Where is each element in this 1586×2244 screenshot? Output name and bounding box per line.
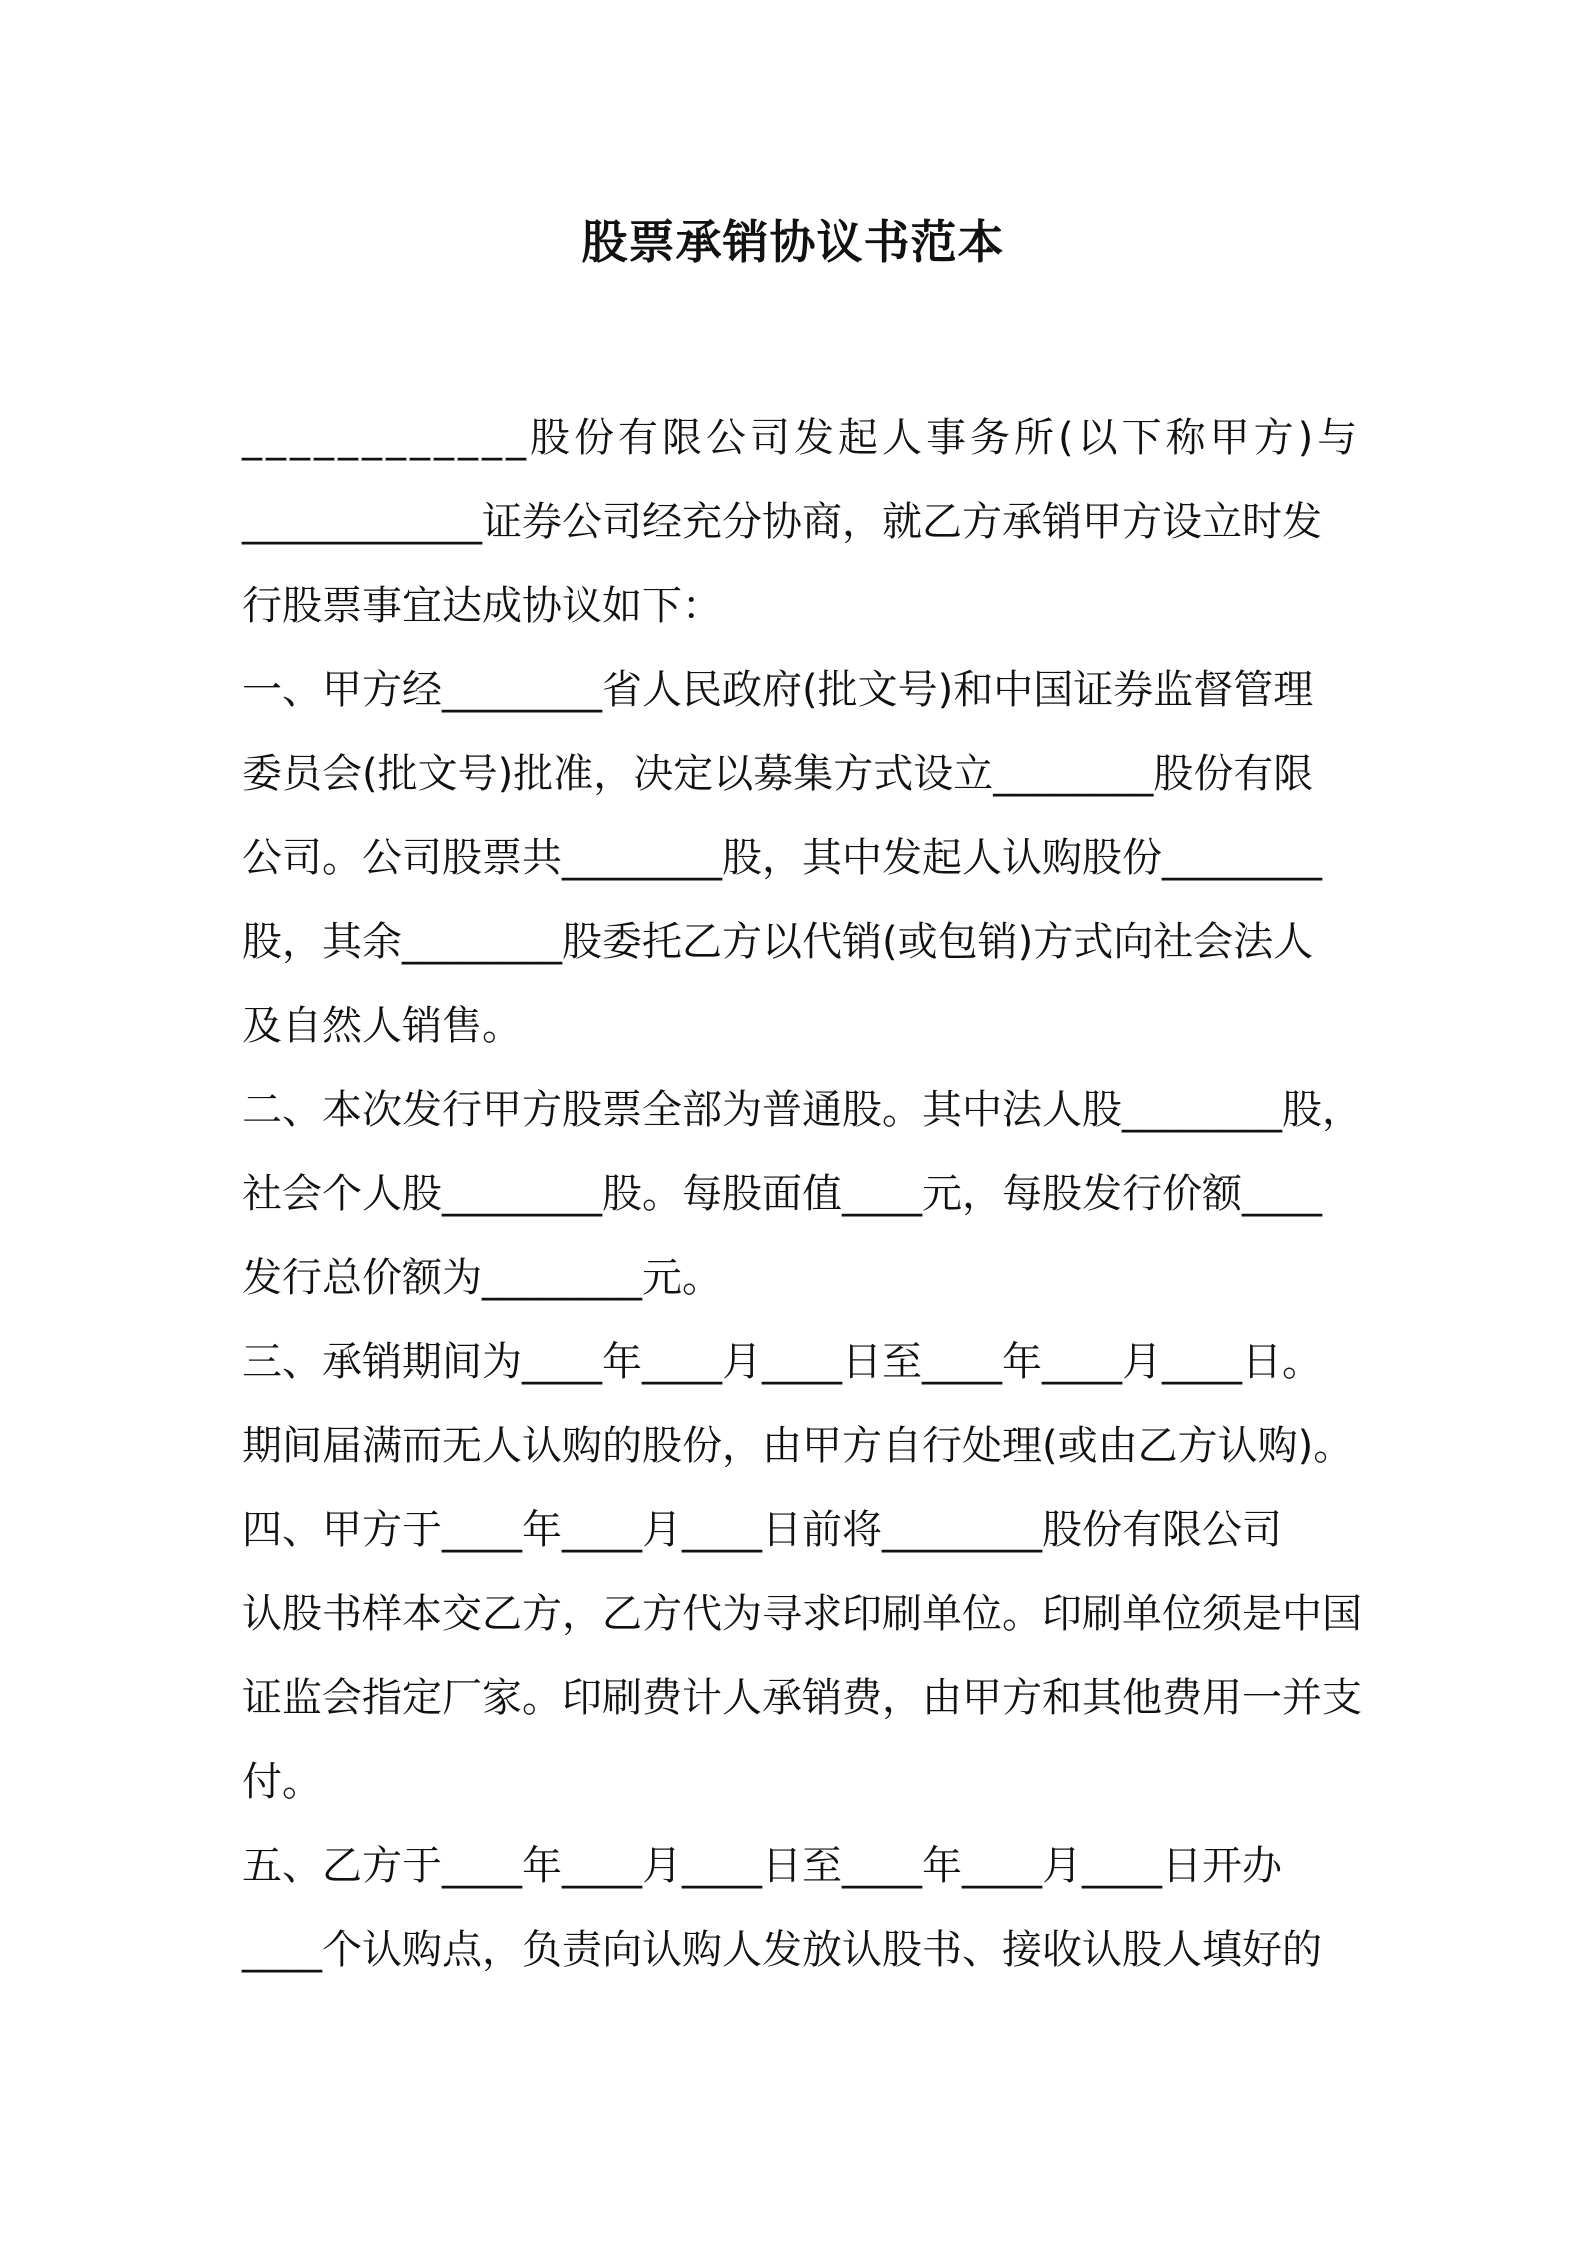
paragraph-line: ____________证券公司经充分协商，就乙方承销甲方设立时发 — [242, 499, 1322, 545]
paragraph-line: 证监会指定厂家。印刷费计人承销费，由甲方和其他费用一并支 — [242, 1675, 1362, 1721]
paragraph-line: 付。 — [242, 1759, 322, 1805]
paragraph-line: 社会个人股________股。每股面值____元，每股发行价额____ — [242, 1171, 1322, 1217]
paragraph-line: 行股票事宜达成协议如下： — [242, 583, 722, 629]
paragraph-line: 公司。公司股票共________股，其中发起人认购股份________ — [242, 835, 1322, 881]
paragraph-line: 二、本次发行甲方股票全部为普通股。其中法人股________股， — [242, 1087, 1362, 1133]
document-title: 股票承销协议书范本 — [581, 215, 1005, 269]
paragraph-line: 及自然人销售。 — [242, 1003, 522, 1049]
paragraph-line: 三、承销期间为____年____月____日至____年____月____日。 — [242, 1339, 1322, 1385]
paragraph-line: ____________股份有限公司发起人事务所(以下称甲方)与 — [242, 415, 1362, 461]
paragraph-line: 发行总价额为________元。 — [242, 1255, 722, 1301]
paragraph-line: 认股书样本交乙方，乙方代为寻求印刷单位。印刷单位须是中国 — [242, 1591, 1362, 1637]
paragraph-line: 五、乙方于____年____月____日至____年____月____日开办 — [242, 1843, 1282, 1889]
paragraph-line: ____个认购点，负责向认购人发放认股书、接收认股人填好的 — [242, 1927, 1322, 1973]
paragraph-line: 期间届满而无人认购的股份，由甲方自行处理(或由乙方认购)。 — [242, 1423, 1354, 1469]
paragraph-line: 一、甲方经________省人民政府(批文号)和中国证券监督管理 — [242, 667, 1314, 713]
paragraph-line: 股，其余________股委托乙方以代销(或包销)方式向社会法人 — [242, 919, 1314, 965]
paragraph-line: 四、甲方于____年____月____日前将________股份有限公司 — [242, 1507, 1282, 1553]
paragraph-line: 委员会(批文号)批准，决定以募集方式设立________股份有限 — [242, 751, 1314, 797]
